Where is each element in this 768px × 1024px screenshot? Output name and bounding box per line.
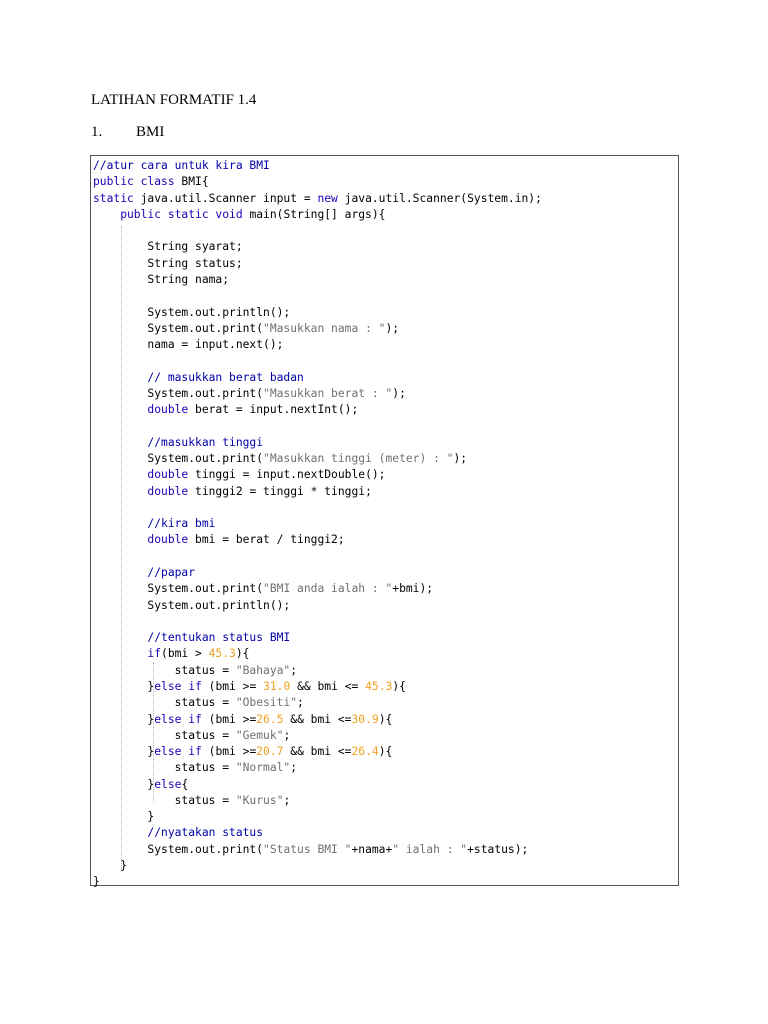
code-token: } — [93, 810, 155, 824]
code-line — [93, 272, 229, 288]
code-token: tinggi = input.nextDouble(); — [195, 468, 386, 482]
code-line — [93, 679, 406, 695]
code-token: } — [93, 777, 155, 791]
code-line — [93, 842, 528, 858]
code-token: public static void — [93, 207, 250, 221]
code-token: // masukkan berat badan — [93, 370, 304, 384]
code-line — [93, 565, 195, 581]
code-token: //tentukan status BMI — [93, 631, 291, 645]
code-token: (bmi >= — [208, 745, 257, 759]
code-line — [93, 744, 392, 760]
code-token: status = — [93, 663, 236, 677]
code-line — [93, 630, 290, 646]
code-token: "Gemuk" — [235, 728, 284, 742]
code-token: System.out.print( — [93, 386, 264, 400]
code-token: nama = input.next(); — [93, 338, 284, 352]
code-token: ){ — [235, 647, 250, 661]
code-line — [93, 695, 304, 711]
code-token: 26.5 — [256, 712, 284, 726]
code-token: ; — [290, 761, 298, 775]
code-line — [93, 174, 209, 190]
code-token: "Kurus" — [235, 793, 284, 807]
code-token: System.out.print( — [93, 452, 264, 466]
code-token: //nyatakan status — [93, 826, 264, 840]
code-token: +status); — [467, 842, 529, 856]
code-token: 31.0 — [263, 679, 291, 693]
code-token: ); — [453, 452, 468, 466]
code-token: System.out.println(); — [93, 598, 291, 612]
code-token: "Bahaya" — [235, 663, 291, 677]
code-line — [93, 402, 358, 418]
code-line — [93, 305, 290, 321]
code-token: { — [181, 777, 189, 791]
code-token: "BMI anda ialah : " — [263, 582, 393, 596]
code-line — [93, 809, 154, 825]
code-line — [93, 728, 290, 744]
code-token: System.out.println(); — [93, 305, 291, 319]
code-token: "Masukkan nama : " — [263, 321, 386, 335]
code-line — [93, 451, 467, 467]
code-line — [93, 532, 345, 548]
code-line — [93, 858, 127, 874]
code-token: && bmi <= — [290, 679, 366, 693]
code-token: "Normal" — [235, 761, 291, 775]
code-token: && bmi <= — [283, 712, 352, 726]
code-token: System.out.print( — [93, 321, 264, 335]
code-token: "Obesiti" — [235, 696, 298, 710]
code-token: (bmi > — [161, 647, 209, 661]
item-number: 1. — [91, 124, 103, 140]
item-title: BMI — [136, 124, 165, 140]
code-line — [93, 825, 263, 841]
code-line — [93, 321, 399, 337]
code-token: } — [93, 679, 155, 693]
code-line — [93, 712, 392, 728]
code-token: " ialah : " — [392, 842, 468, 856]
code-token: "Status BMI " — [263, 842, 352, 856]
code-line — [93, 874, 100, 890]
code-line — [93, 256, 243, 272]
code-token: BMI{ — [181, 175, 209, 189]
code-token: //kira bmi — [93, 517, 216, 531]
code-token: } — [93, 745, 155, 759]
code-token: +nama+ — [351, 842, 393, 856]
code-token: (bmi >= — [208, 679, 264, 693]
code-line — [93, 516, 215, 532]
code-token: } — [93, 859, 128, 873]
code-token: berat = input.nextInt(); — [195, 403, 359, 417]
code-token: main(String[] args){ — [249, 207, 386, 221]
code-token: if — [93, 647, 162, 661]
code-token: } — [93, 875, 100, 889]
code-token: else if — [154, 745, 209, 759]
code-line — [93, 581, 433, 597]
code-token: ; — [283, 728, 291, 742]
code-token: //papar — [93, 566, 196, 579]
code-token: 26.4 — [351, 745, 379, 759]
code-line — [93, 207, 385, 223]
code-token: status = — [93, 696, 236, 710]
code-line — [93, 191, 542, 207]
code-line — [93, 646, 249, 662]
code-token: static — [93, 191, 141, 205]
code-token: 45.3 — [365, 679, 393, 693]
code-line — [93, 370, 304, 386]
code-token: ; — [290, 663, 298, 677]
code-token: ; — [283, 793, 291, 807]
code-token: ){ — [392, 679, 406, 693]
code-token: public class — [93, 175, 182, 189]
code-token: ; — [297, 696, 304, 710]
code-token: double — [93, 468, 196, 482]
code-token: ){ — [378, 745, 393, 759]
code-token: else if — [154, 712, 209, 726]
code-token: status = — [93, 761, 236, 775]
code-line — [93, 760, 297, 776]
code-line — [93, 435, 263, 451]
code-token: new — [317, 191, 345, 205]
code-token: System.out.print( — [93, 842, 264, 856]
code-token: "Masukkan tinggi (meter) : " — [263, 452, 454, 466]
code-line — [93, 386, 406, 402]
code-token: status = — [93, 728, 236, 742]
code-token: status = — [93, 793, 236, 807]
code-token: && bmi <= — [283, 745, 352, 759]
code-line — [93, 239, 243, 255]
code-line — [93, 793, 290, 809]
code-token: 45.3 — [208, 647, 236, 661]
code-line — [93, 777, 188, 793]
code-line — [93, 484, 372, 500]
code-line — [93, 337, 283, 353]
code-token: bmi = berat / tinggi2; — [195, 533, 345, 547]
code-token: double — [93, 403, 196, 417]
code-line — [93, 598, 290, 614]
code-listing — [90, 155, 679, 889]
code-token: "Masukkan berat : " — [263, 386, 393, 400]
code-token: } — [93, 712, 155, 726]
code-token: double — [93, 484, 196, 498]
code-token: else if — [154, 679, 209, 693]
code-token: (bmi >= — [208, 712, 257, 726]
code-token: java.util.Scanner input = — [140, 191, 318, 205]
document-heading: LATIHAN FORMATIF 1.4 — [91, 92, 257, 108]
code-token: //masukkan tinggi — [93, 435, 264, 449]
code-token: 30.9 — [351, 712, 379, 726]
code-token: double — [93, 533, 196, 547]
code-token: String nama; — [93, 272, 230, 286]
code-token: String syarat; — [93, 240, 243, 254]
code-token: ); — [392, 386, 406, 400]
code-line — [93, 158, 270, 174]
code-token: else — [154, 777, 182, 791]
code-token: String status; — [93, 256, 243, 270]
code-token: 20.7 — [256, 745, 284, 759]
code-token: tinggi2 = tinggi * tinggi; — [195, 484, 372, 498]
code-token: +bmi); — [392, 582, 434, 596]
code-line — [93, 467, 385, 483]
code-token: ); — [385, 321, 400, 335]
code-token: //atur cara untuk kira BMI — [93, 159, 270, 172]
code-token: ){ — [378, 712, 393, 726]
code-token: System.out.print( — [93, 582, 264, 596]
code-token: java.util.Scanner(System.in); — [344, 191, 542, 205]
code-line — [93, 663, 297, 679]
